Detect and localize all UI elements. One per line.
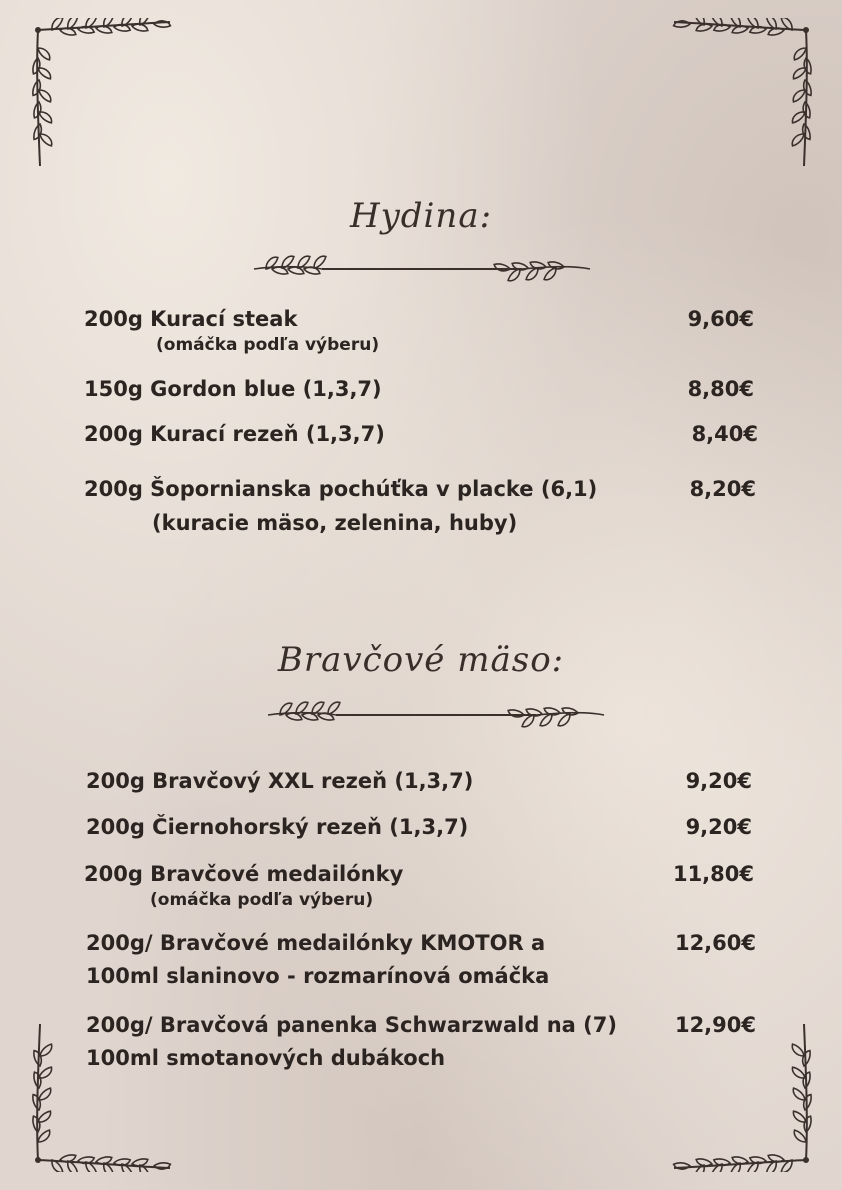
- menu-item: [86, 1010, 617, 1073]
- item-name: 150g Gordon blue (1,3,7): [84, 377, 382, 401]
- item-note: (omáčka podľa výberu): [150, 890, 374, 910]
- item-name: 200g/ Bravčové medailónky KMOTOR a: [86, 931, 546, 955]
- item-price: 9,20€: [685, 815, 752, 839]
- item-name: 200g Bravčové medailónky: [84, 862, 404, 886]
- item-name: 200g Šopornianska pochúťka v placke (6,1): [84, 477, 598, 501]
- item-price: 9,60€: [687, 307, 754, 331]
- item-price: 12,90€: [674, 1013, 756, 1037]
- menu-item: [84, 374, 382, 404]
- section-title-pork: Bravčové mäso:: [277, 640, 565, 680]
- laurel-divider-icon: [266, 690, 606, 740]
- menu-item: [86, 928, 549, 991]
- menu-item: [86, 766, 473, 796]
- item-name: 200g/ Bravčová panenka Schwarzwald na (7): [86, 1013, 617, 1037]
- item-price: 9,20€: [685, 769, 752, 793]
- corner-ornament-bottom-right-icon: [664, 1022, 824, 1172]
- menu-item: [84, 419, 385, 449]
- item-price: 8,80€: [687, 377, 754, 401]
- item-note: (omáčka podľa výberu): [156, 335, 380, 355]
- item-description: 100ml smotanových dubákoch: [86, 1046, 446, 1070]
- menu-item: [86, 812, 468, 842]
- corner-ornament-top-left-icon: [20, 18, 180, 168]
- item-price: 11,80€: [672, 862, 754, 886]
- item-description: (kuracie mäso, zelenina, huby): [152, 511, 518, 535]
- menu-item: [84, 859, 403, 911]
- menu-item: [84, 304, 379, 356]
- menu-item: [84, 474, 597, 538]
- section-title-poultry: Hydina:: [349, 196, 493, 236]
- laurel-divider-icon: [252, 244, 592, 294]
- item-name: 200g Kurací steak: [84, 307, 298, 331]
- item-name: 200g Čiernohorský rezeň (1,3,7): [86, 815, 469, 839]
- item-description: 100ml slaninovo - rozmarínová omáčka: [86, 964, 550, 988]
- corner-ornament-top-right-icon: [664, 18, 824, 168]
- item-price: 8,40€: [691, 422, 758, 446]
- item-name: 200g Kurací rezeň (1,3,7): [84, 422, 385, 446]
- item-price: 12,60€: [674, 931, 756, 955]
- item-price: 8,20€: [689, 477, 756, 501]
- item-name: 200g Bravčový XXL rezeň (1,3,7): [86, 769, 474, 793]
